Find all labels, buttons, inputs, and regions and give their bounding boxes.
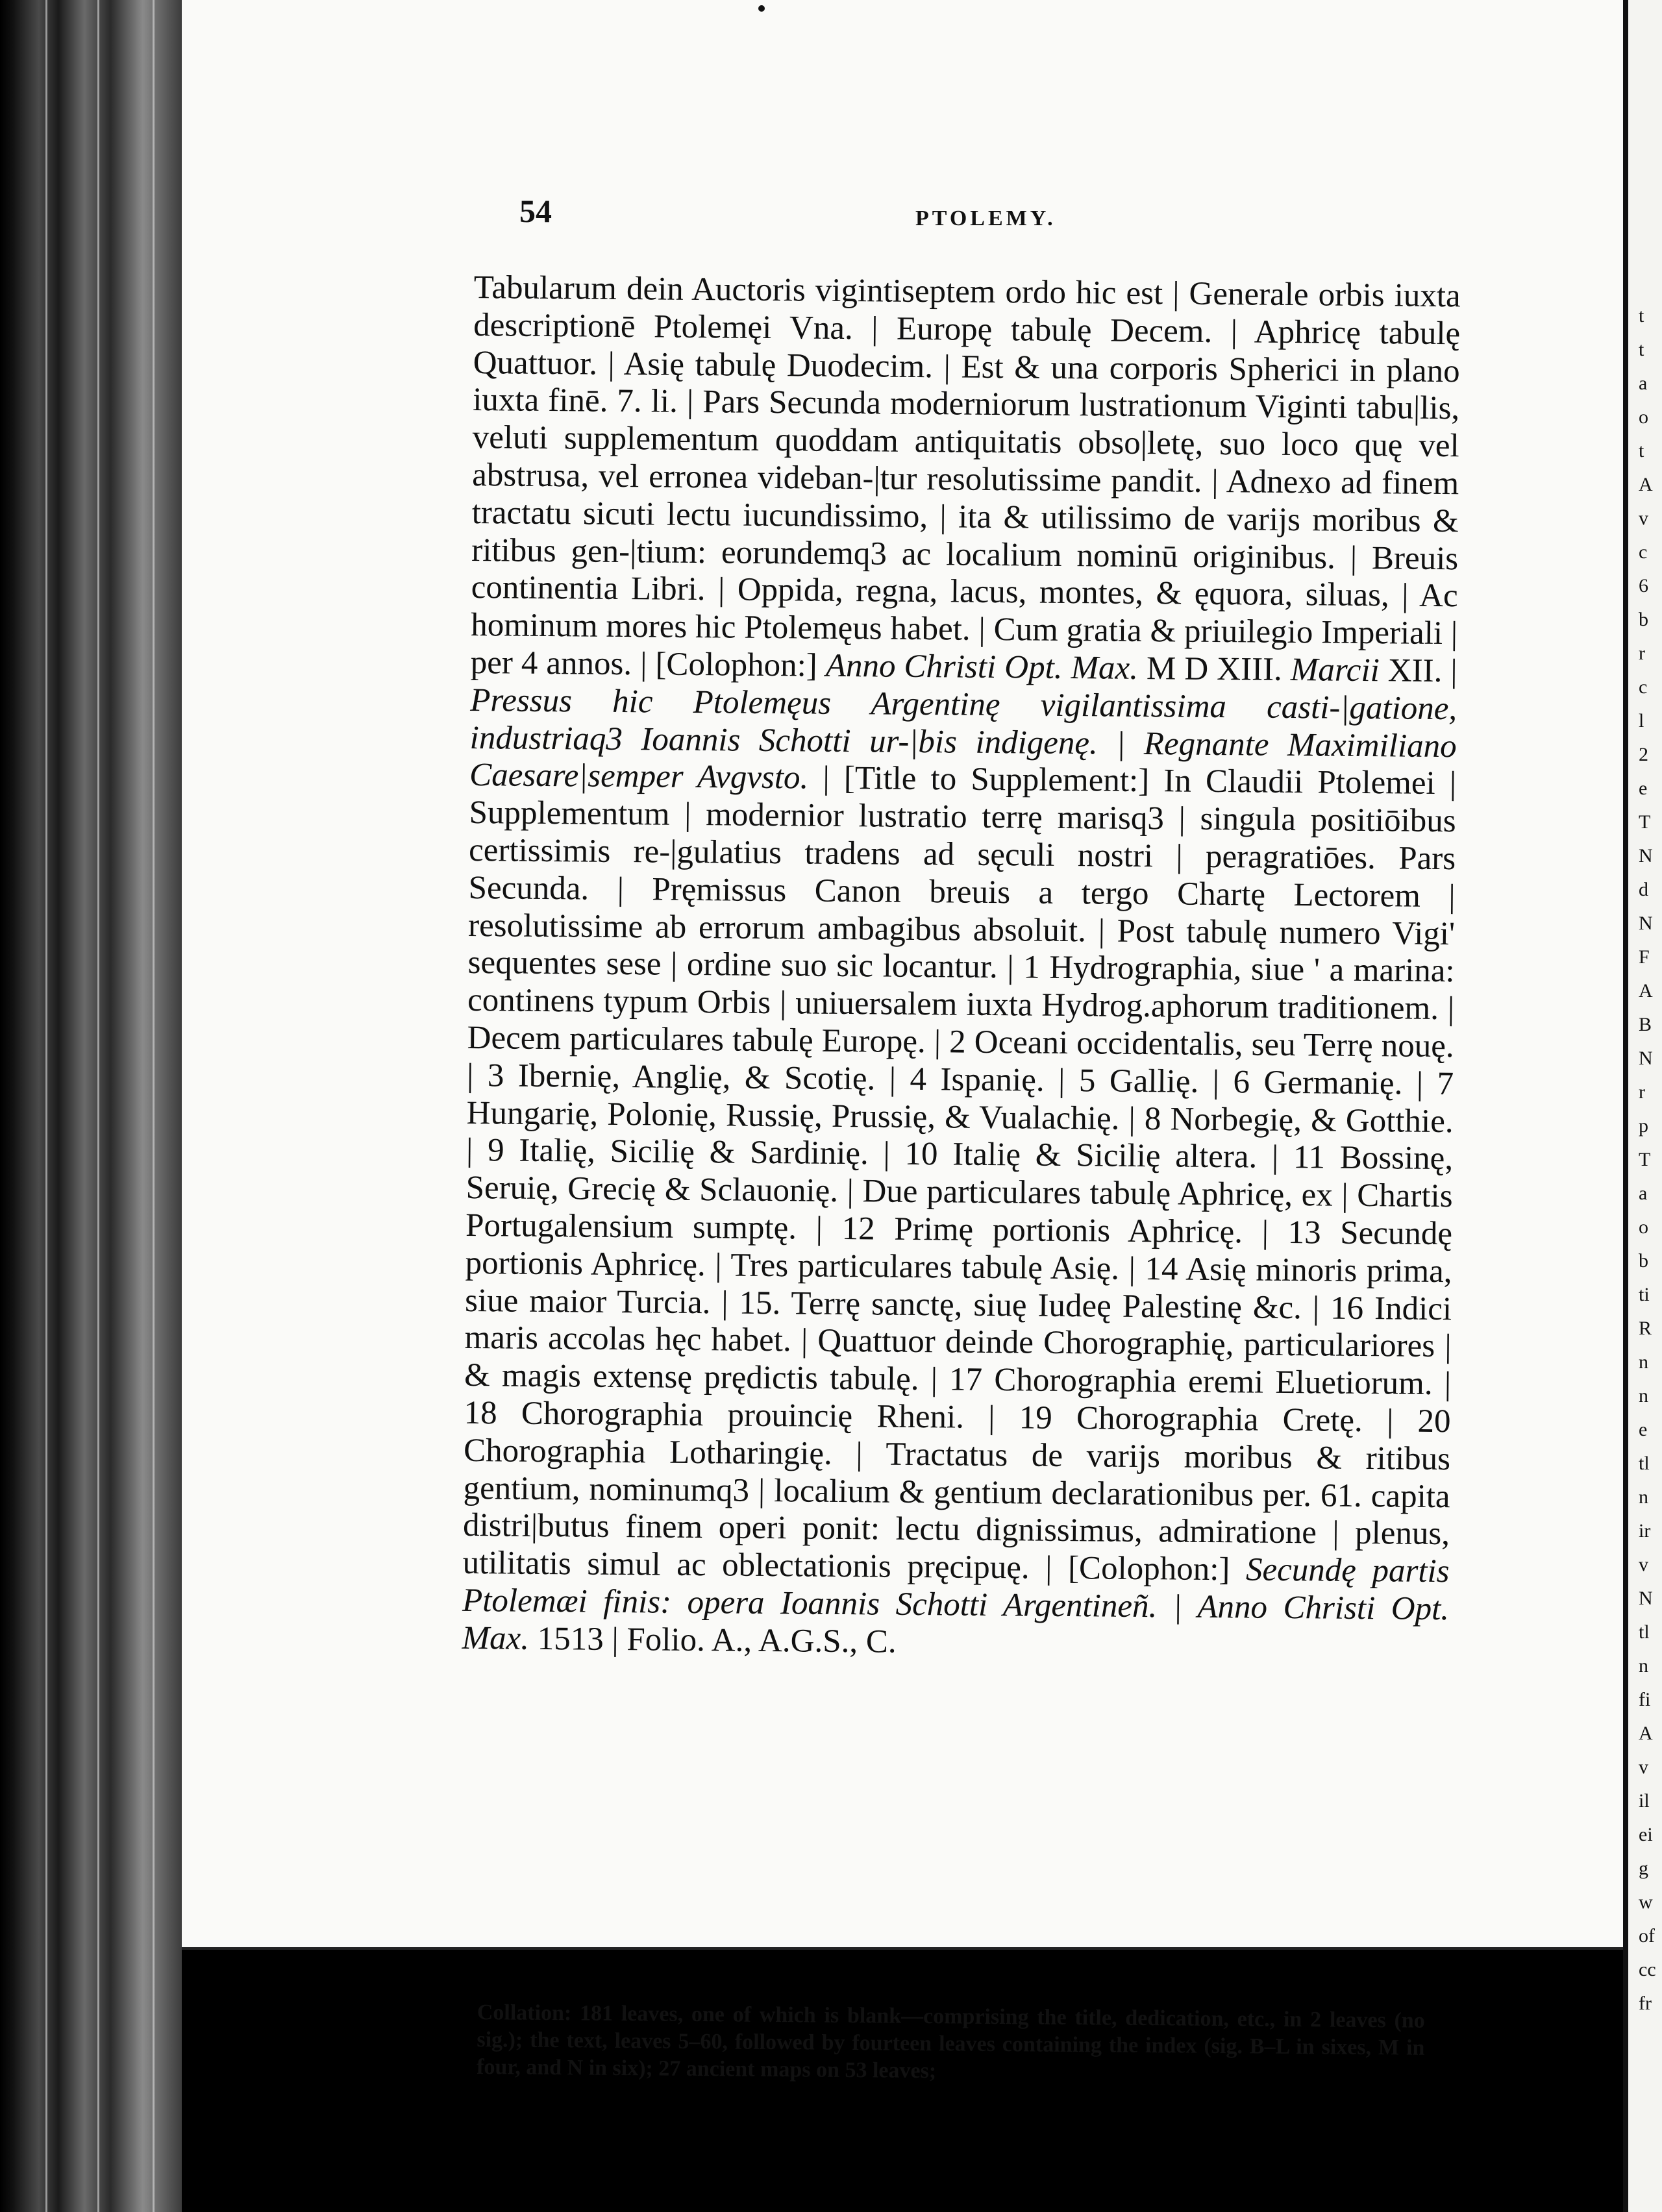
- facing-page-char: t: [1639, 305, 1644, 326]
- facing-page-char: t: [1639, 440, 1644, 461]
- facing-page-char: 6: [1639, 575, 1648, 596]
- facing-page-char: ti: [1639, 1284, 1650, 1305]
- facing-page-char: A: [1639, 474, 1653, 495]
- facing-page-char: w: [1639, 1891, 1653, 1913]
- text-segment: XII. |: [1379, 652, 1457, 690]
- facing-page-char: r: [1639, 643, 1645, 664]
- facing-page-char: A: [1639, 1723, 1653, 1744]
- facing-page-char: g: [1639, 1858, 1648, 1879]
- facing-page-char: o: [1639, 1216, 1648, 1238]
- facing-page-char: ei: [1639, 1824, 1653, 1845]
- running-head: PTOLEMY.: [915, 206, 1056, 230]
- facing-page-char: v: [1639, 1554, 1648, 1575]
- facing-page-char: p: [1639, 1115, 1648, 1137]
- text-segment: Tabularum dein Auctoris vigintiseptem ordo hic est | Generale orbis iuxta descriptionē Ptolemęi Vna. | Europę tabulę Decem. | Aphricę tabulę Quattuor. | Asię tabulę Duodecim. | Est & una corporis Spherici in plano iuxta finē. 7. li. | Pars Secunda moderniorum lustrationum Viginti tabu|lis, veluti supplementum quoddam antiquitatis obso|letę, suo loco quę vel abstrusa, vel erronea videban-|tur resolutissime pandit. | Adnexo ad finem tractatu sicuti lectu iucundissimo, | ita & utilissimo de varijs moribus & ritibus gen-|tium: eorundemq3 ac localium nominū originibus. | Breuis continentia Libri. | Oppida, regna, lacus, montes, & ęquora, siluas, | Ac hominum mores hic Ptolemęus habet. | Cum gratia & priuilegio Imperiali | per 4 annos. | [Colophon:]: [470, 269, 1461, 684]
- facing-page-char: il: [1639, 1790, 1650, 1812]
- facing-page-char: tl: [1639, 1453, 1650, 1474]
- facing-page-char: t: [1639, 339, 1644, 360]
- page-edge-line: [97, 0, 99, 2212]
- facing-page-char: n: [1639, 1655, 1648, 1677]
- facing-page-char: A: [1639, 980, 1653, 1002]
- body-text: [462, 269, 1461, 1666]
- book-gutter: [0, 0, 195, 2212]
- italic-text-segment: Secundę partis Ptolemæi finis: opera Ioannis Schotti Argentineñ. | Anno Christi Opt. Max.: [462, 1551, 1450, 1657]
- facing-page-char: a: [1639, 373, 1648, 394]
- facing-page-char: 2: [1639, 744, 1648, 765]
- facing-page-char: e: [1639, 778, 1648, 799]
- facing-page-char: R: [1639, 1318, 1652, 1339]
- collation-note: Collation: 181 leaves, one of which is blank—comprising the title, dedication, etc., in 2 leaves (no sig.); the text, leaves 5–60, followed by fourteen leaves containing the index (sig. B–L in sixes, M in four, and N in six); 27 ancient maps on 53 leaves;: [476, 2000, 1425, 2083]
- facing-page-char: N: [1639, 845, 1653, 866]
- facing-page-char: B: [1639, 1014, 1652, 1035]
- text-segment: | [Title to Supplement:] In Claudii Ptolemei | Supplementum | modernior lustratio terrę marisq3 | singula positiōibus certissimis re-|gulatius tradens ad sęculi nostri | peragratiōes. Pars Secunda. | Pręmissus Canon breuis a tergo Chartę Lectorem | resolutissime ab errorum ambagibus absoluit. | Post tabulę numero Vigi' sequentes sese | ordine suo sic locantur. | 1 Hydrographia, siue ' a marina: continens typum Orbis | uniuersalem iuxta Hydrog.aphorum traditionem. | Decem particulares tabulę Europę. | 2 Oceani occidentalis, seu Terrę nouę. | 3 Ibernię, Anglię, & Scotię. | 4 Ispanię. | 5 Gallię. | 6 Germanię. | 7 Hungarię, Polonię, Russię, Prussię, & Vualachię. | 8 Norbegię, & Gotthie. | 9 Italię, Sicilię & Sardinię. | 10 Italię & Sicilię altera. | 11 Bossinę, Seruię, Grecię & Sclauonię. | Due particulares tabulę Aphricę, ex | Chartis Portugalensium sumptę. | 12 Primę portionis Aphricę. | 13 Secundę portionis Aphricę. | Tres particulares tabulę Asię. | 14 Asię minoris prima, siue maior Turcia. | 15. Terrę sanctę, siuę Iudeę Palestinę &c. | 16 Indici maris accolas hęc habet. | Quattuor deinde Chorographię, particulariores | & magis extensę prędictis tabulę. | 17 Chorographia eremi Eluetiorum. | 18 Chorographia prouincię Rheni. | 19 Chorographia Cretę. | 20 Chorographia Lotharingię. | Tractatus de varijs moribus & ritibus gentium, nominumq3 | localium & gentium declarationibus per. 61. capita distri|butus finem operi ponit: lectu dignissimus, admiratione | plenus, utilitatis simul ac oblectationis pręcipuę. | [Colophon:]: [462, 759, 1457, 1588]
- facing-page-char: r: [1639, 1081, 1645, 1103]
- ink-dot: [758, 5, 765, 12]
- facing-page-char: of: [1639, 1925, 1655, 1947]
- facing-page-char: N: [1639, 913, 1653, 934]
- facing-page-char: N: [1639, 1588, 1653, 1609]
- facing-page-char: tl: [1639, 1621, 1650, 1643]
- facing-page-char: b: [1639, 1250, 1648, 1272]
- page-edge-line: [45, 0, 47, 2212]
- facing-page-char: e: [1639, 1419, 1648, 1440]
- facing-page-char: v: [1639, 1756, 1648, 1778]
- facing-page-char: b: [1639, 609, 1648, 630]
- facing-page-char: F: [1639, 946, 1650, 968]
- facing-page-char: fr: [1639, 1993, 1652, 2014]
- italic-text-segment: Pressus hic Ptolemęus Argentinę vigilantissima casti-|gatione, industriaq3 Ioannis Schotti ur-|bis indigenę. | Regnante Maximiliano Caesare|semper Avgvsto.: [469, 682, 1457, 796]
- italic-text-segment: Marcii: [1290, 651, 1380, 689]
- facing-page-char: n: [1639, 1351, 1648, 1373]
- facing-page-char: T: [1639, 1149, 1651, 1170]
- facing-page-char: n: [1639, 1486, 1648, 1508]
- facing-page-char: fi: [1639, 1689, 1651, 1710]
- text-segment: 1513 | Folio. A., A.G.S., C.: [528, 1620, 897, 1660]
- facing-page-char: c: [1639, 541, 1648, 563]
- facing-page-char: T: [1639, 811, 1651, 833]
- facing-page-char: c: [1639, 676, 1648, 698]
- facing-page-char: cc: [1639, 1959, 1656, 1980]
- facing-page-char: d: [1639, 879, 1648, 900]
- italic-text-segment: Anno Christi Opt. Max.: [825, 647, 1139, 687]
- text-segment: M D XIII.: [1137, 650, 1291, 688]
- page-edge-line: [153, 0, 155, 2212]
- page-number: 54: [519, 193, 552, 229]
- facing-page-char: o: [1639, 406, 1648, 428]
- facing-page-char: n: [1639, 1385, 1648, 1407]
- facing-page-char: l: [1639, 710, 1644, 731]
- facing-page-char: a: [1639, 1183, 1648, 1204]
- facing-page-char: v: [1639, 508, 1648, 529]
- facing-page-char: N: [1639, 1048, 1653, 1069]
- facing-page-edge: [1623, 0, 1662, 2212]
- facing-page-char: ir: [1639, 1520, 1651, 1542]
